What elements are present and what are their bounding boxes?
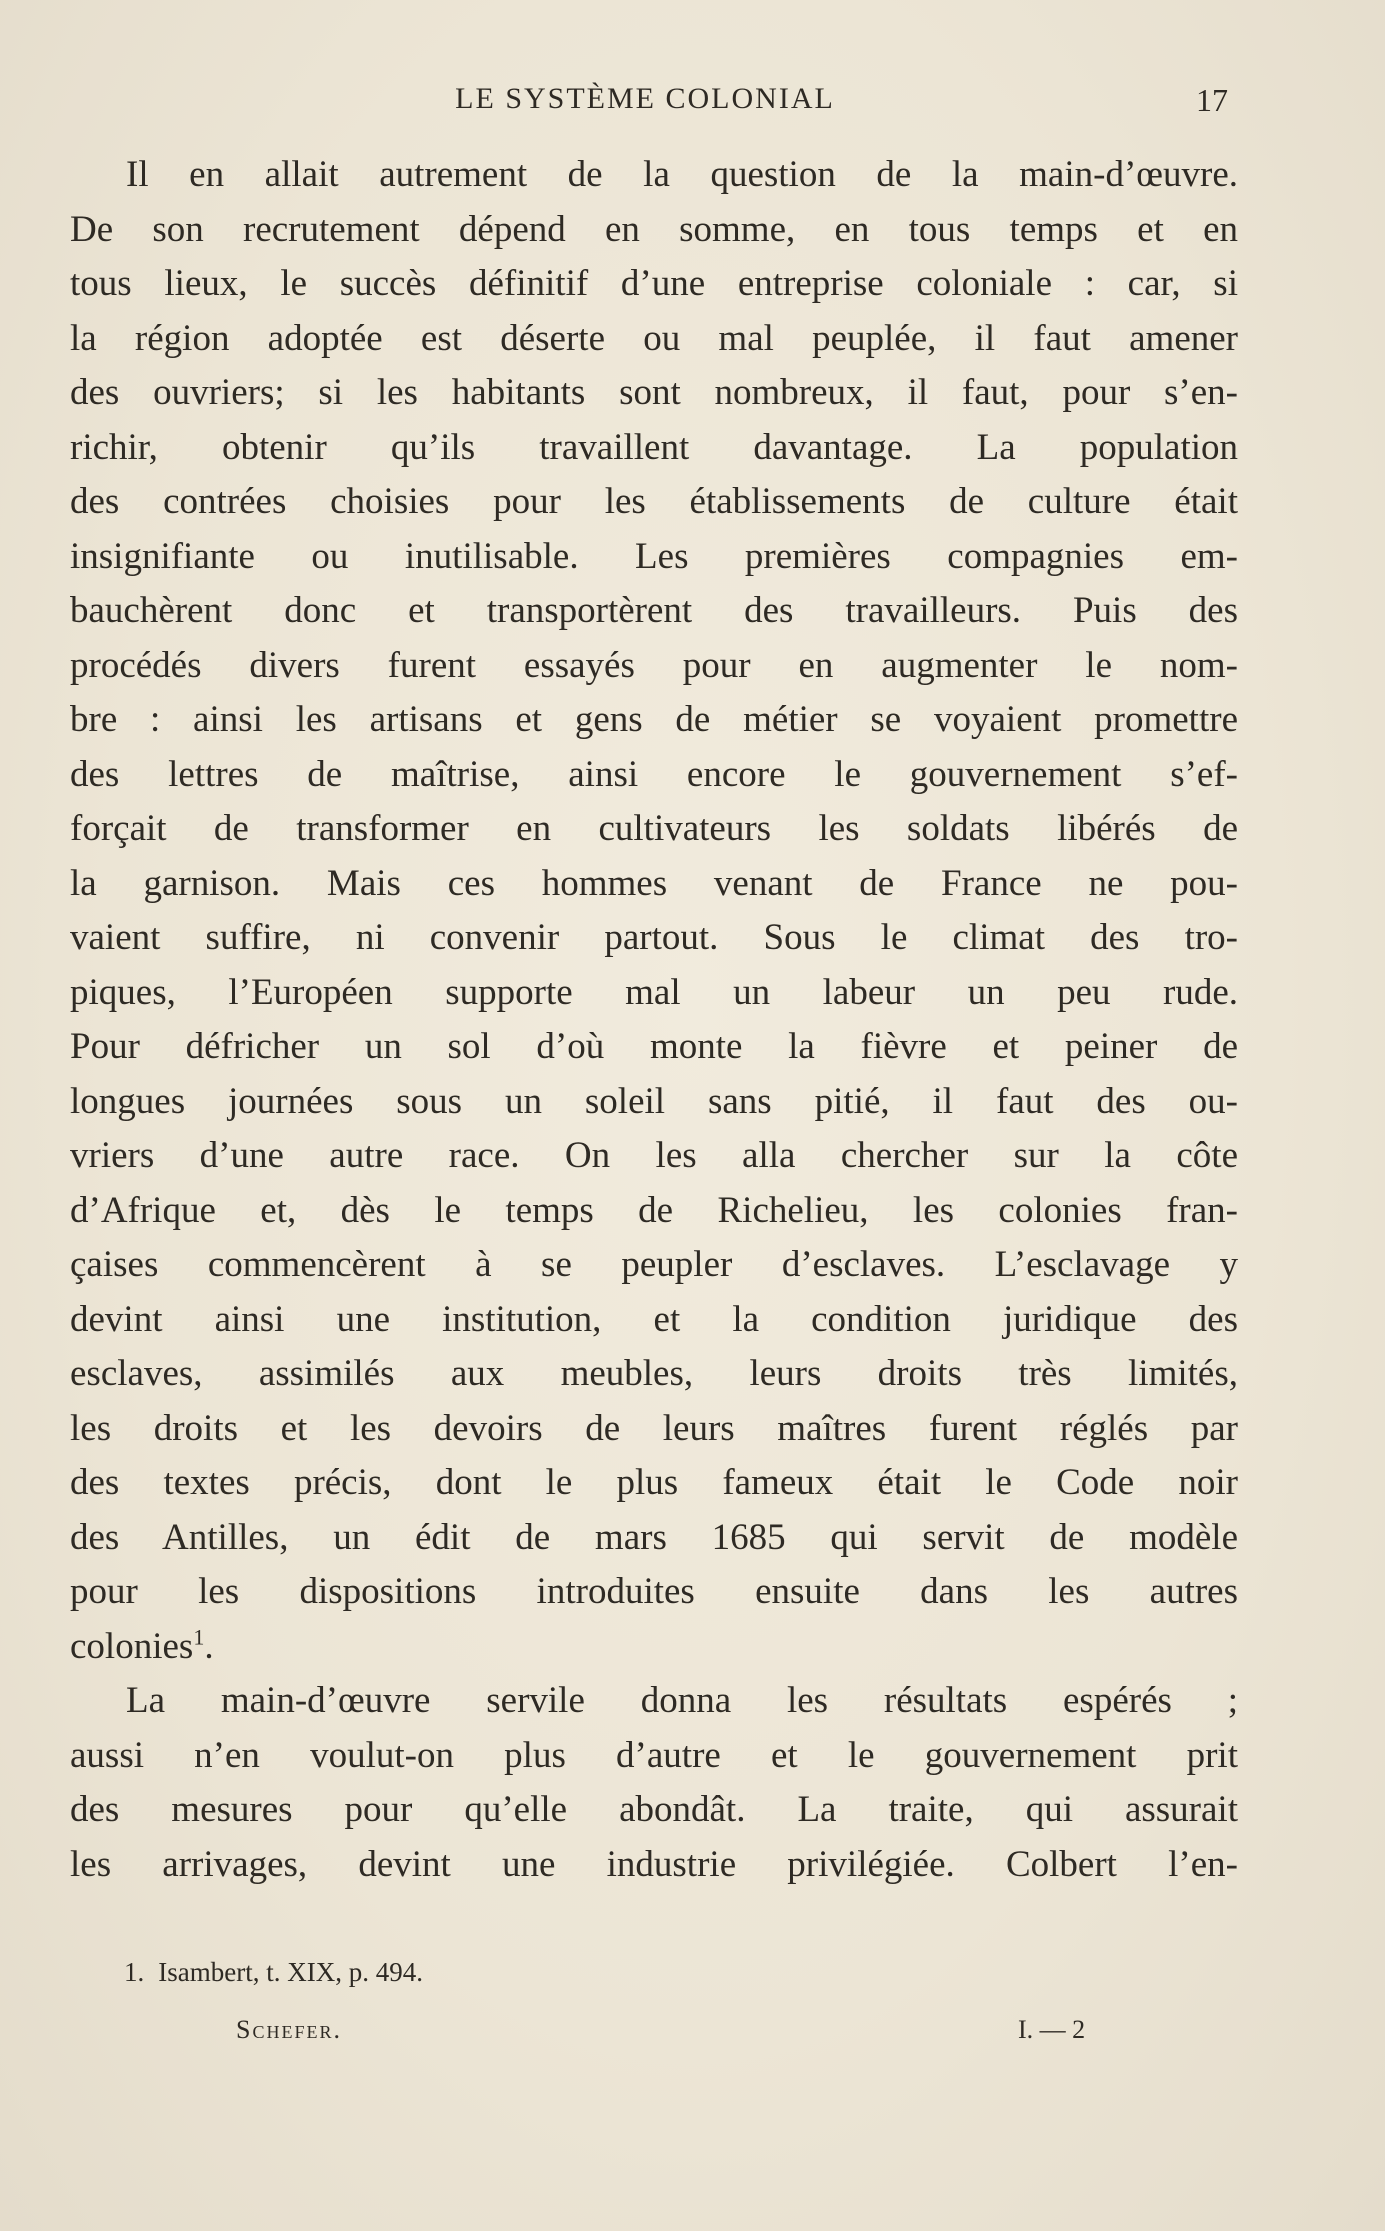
- printer-signature: [0, 2015, 1385, 2055]
- text-line: bre : ainsi les artisans et gens de métier se voyaient promettre: [70, 699, 1238, 740]
- footnote-text: Isambert, t. XIX, p. 494.: [158, 1957, 423, 1987]
- text-line: Il en allait autrement de la question de la main-d’œuvre.: [126, 154, 1238, 195]
- footnote: [124, 1957, 423, 1988]
- text-line: devint ainsi une institution, et la condition juridique des: [70, 1298, 1238, 1340]
- text-line: richir, obtenir qu’ils travaillent davantage. La population: [70, 426, 1238, 468]
- text-line: tous lieux, le succès définitif d’une entreprise coloniale : car, si: [70, 263, 1238, 304]
- text-line: vaient suffire, ni convenir partout. Sous le climat des tro-: [70, 917, 1238, 958]
- text-line: la garnison. Mais ces hommes venant de France ne pou-: [70, 862, 1238, 904]
- running-title: LE SYSTÈME COLONIAL: [455, 82, 835, 115]
- text-line: d’Afrique et, dès le temps de Richelieu, les colonies fran-: [70, 1189, 1238, 1231]
- text-line: pour les dispositions introduites ensuite dans les autres: [70, 1571, 1238, 1612]
- text-line: les droits et les devoirs de leurs maîtres furent réglés par: [70, 1407, 1238, 1449]
- body-text: [70, 148, 1238, 1892]
- text-line: De son recrutement dépend en somme, en tous temps et en: [70, 208, 1238, 250]
- text-line: longues journées sous un soleil sans pitié, il faut des ou-: [70, 1080, 1238, 1122]
- text-line: esclaves, assimilés aux meubles, leurs droits très limités,: [70, 1353, 1238, 1394]
- text-line: des Antilles, un édit de mars 1685 qui servit de modèle: [70, 1516, 1238, 1558]
- sentence-end: .: [204, 1625, 214, 1667]
- text-line: Pour défricher un sol d’où monte la fièvre et peiner de: [70, 1026, 1238, 1067]
- text-line: forçait de transformer en cultivateurs les soldats libérés de: [70, 808, 1238, 849]
- text-line: piques, l’Européen supporte mal un labeur un peu rude.: [70, 971, 1238, 1013]
- text-line: des ouvriers; si les habitants sont nombreux, il faut, pour s’en-: [70, 372, 1238, 413]
- text-line: la région adoptée est déserte ou mal peuplée, il faut amener: [70, 317, 1238, 359]
- footnote-number: 1.: [124, 1957, 145, 1987]
- text-line-last: [70, 1620, 1238, 1675]
- text-line-content: colonies: [70, 1625, 194, 1667]
- signature-author: Schefer.: [236, 2015, 342, 2044]
- signature-volume: I. — 2: [1018, 2015, 1086, 2044]
- text-line: aussi n’en voulut-on plus d’autre et le gouvernement prit: [70, 1734, 1238, 1776]
- text-line: des lettres de maîtrise, ainsi encore le gouvernement s’ef-: [70, 753, 1238, 795]
- text-line: des textes précis, dont le plus fameux était le Code noir: [70, 1462, 1238, 1503]
- text-line: insignifiante ou inutilisable. Les premières compagnies em-: [70, 535, 1238, 577]
- text-line: bauchèrent donc et transportèrent des travailleurs. Puis des: [70, 590, 1238, 631]
- text-line: procédés divers furent essayés pour en augmenter le nom-: [70, 644, 1238, 686]
- text-line: des contrées choisies pour les établissements de culture était: [70, 481, 1238, 522]
- text-line: La main-d’œuvre servile donna les résultats espérés ;: [126, 1680, 1238, 1721]
- text-line: les arrivages, devint une industrie privilégiée. Colbert l’en-: [70, 1843, 1238, 1885]
- text-line: çaises commencèrent à se peupler d’esclaves. L’esclavage y: [70, 1244, 1238, 1285]
- text-line: vriers d’une autre race. On les alla chercher sur la côte: [70, 1135, 1238, 1176]
- text-line: des mesures pour qu’elle abondât. La traite, qui assurait: [70, 1789, 1238, 1830]
- footnote-reference: 1: [193, 1624, 205, 1650]
- running-head: [0, 82, 1385, 122]
- page-number: 17: [1196, 82, 1228, 118]
